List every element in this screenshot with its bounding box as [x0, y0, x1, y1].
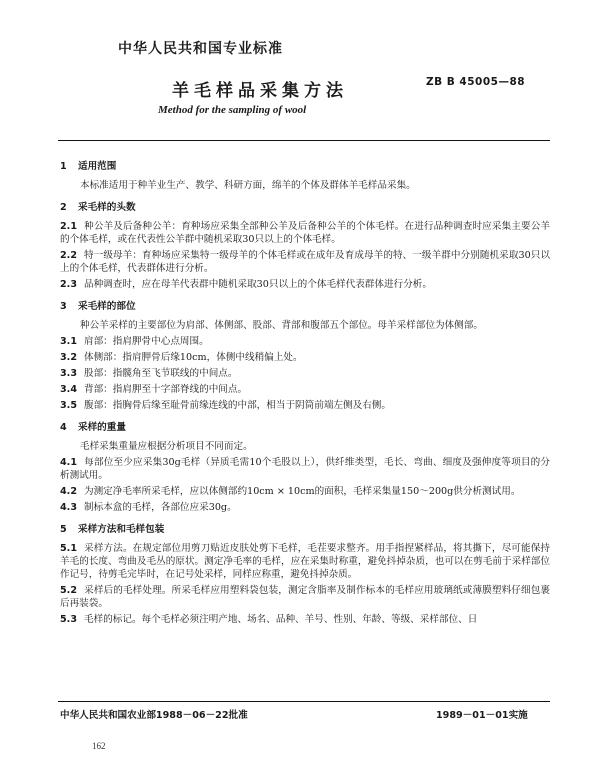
clause-paragraph — [60, 383, 550, 396]
clause-paragraph — [60, 501, 550, 514]
body-paragraph: 毛样采集重量应根据分析项目不同而定。 — [80, 441, 253, 452]
section-heading — [60, 201, 550, 214]
top-rule — [58, 140, 550, 141]
clause-number: 3.3 — [60, 368, 77, 379]
standard-number: ZB B 45005—88 — [426, 76, 526, 88]
clause-number: 2.3 — [60, 279, 77, 290]
section-2 — [60, 201, 550, 291]
clause-number: 3.1 — [60, 336, 77, 347]
clause-text: 为测定净毛率所采毛样，应以体侧部约10cm × 10cm的面积，毛样采集量150～200g供分析测试用。 — [84, 486, 521, 497]
section-1 — [60, 160, 550, 192]
clause-number: 2.2 — [60, 250, 77, 261]
clause-number: 4.1 — [60, 457, 77, 468]
clause-text: 背部：指肩胛至十字部脊线的中间点。 — [84, 384, 248, 395]
section-3 — [60, 300, 550, 412]
clause-paragraph — [60, 351, 550, 364]
clause-paragraph — [60, 485, 550, 498]
section-heading — [60, 523, 550, 536]
clause-paragraph — [60, 399, 550, 412]
body-paragraph: 本标准适用于种羊业生产、教学、科研方面，绵羊的个体及群体羊毛样品采集。 — [80, 180, 416, 191]
section-heading — [60, 160, 550, 173]
clause-paragraph — [60, 584, 550, 610]
clause-text: 种公羊及后备种公羊：育种场应采集全部种公羊及后备种公羊的个体毛样。在进行品种调查时应采集主要公羊的个体毛样，或在代表性公羊群中随机采取30只以上的个体毛样。 — [60, 221, 550, 245]
clause-paragraph — [60, 367, 550, 380]
bottom-rule — [58, 701, 550, 702]
clause-paragraph — [60, 249, 550, 275]
clause-paragraph — [60, 542, 550, 581]
section-title: 适用范围 — [78, 161, 117, 172]
clause-text: 品种调查时，应在母羊代表群中随机采取30只以上的个体毛样代表群体进行分析。 — [84, 279, 432, 290]
clause-text: 腹部：指胸骨后缘至耻骨前缘连线的中部，相当于阴筒前端左侧及右侧。 — [84, 400, 391, 411]
document-header: 中华人民共和国专业标准 — [118, 41, 283, 57]
clause-number: 3.2 — [60, 352, 77, 363]
clause-text: 股部：指髋角至飞节联线的中间点。 — [84, 368, 238, 379]
approval-line: 中华人民共和国农业部1988－06－22批准 — [60, 710, 248, 721]
clause-number: 4.3 — [60, 502, 77, 513]
clause-paragraph — [60, 613, 550, 626]
clause-number: 3.5 — [60, 400, 77, 411]
clause-paragraph — [60, 456, 550, 482]
section-4 — [60, 421, 550, 514]
section-number: 1 — [60, 161, 67, 172]
body-paragraph: 种公羊采样的主要部位为肩部、体侧部、股部、背部和腹部五个部位。母羊采样部位为体侧部。 — [80, 320, 483, 331]
page-number: 162 — [92, 741, 106, 751]
clause-number: 5.2 — [60, 585, 77, 596]
clause-text: 体侧部：指肩胛骨后缘10cm，体侧中线稍偏上处。 — [84, 352, 303, 363]
clause-text: 采样后的毛样处理。所采毛样应用塑料袋包装，测定含脂率及制作标本的毛样应用玻璃纸或薄膜塑料仔细包裹后再装袋。 — [60, 585, 550, 609]
clause-paragraph — [60, 278, 550, 291]
clause-number: 5.3 — [60, 614, 77, 625]
clause-number: 3.4 — [60, 384, 77, 395]
section-number: 2 — [60, 202, 67, 213]
implementation-date: 1989－01－01实施 — [436, 710, 528, 721]
clause-number: 4.2 — [60, 486, 77, 497]
section-title: 采毛样的头数 — [78, 202, 136, 213]
section-title: 采样方法和毛样包装 — [78, 524, 165, 535]
section-number: 5 — [60, 524, 67, 535]
document-title: 羊毛样品采集方法 — [172, 81, 348, 101]
section-number: 4 — [60, 422, 67, 433]
clause-text: 采样方法。在规定部位用剪刀贴近皮肤处剪下毛样，毛茬要求整齐。用手指捏紧样品，将其撕下，尽可能保持羊毛的长度、弯曲及毛丛的原状。测定净毛率的毛样，应在采集时称重，避免抖掉杂质，也可以在剪毛前于采样部位作记号，待剪毛完毕时，在记号处采样，同样应称重，避免抖掉杂质。 — [60, 543, 550, 580]
clause-paragraph — [60, 335, 550, 348]
clause-text: 制标本盒的毛样，各部位应采30g。 — [84, 502, 237, 513]
section-number: 3 — [60, 301, 67, 312]
section-title: 采毛样的部位 — [78, 301, 136, 312]
document-body — [60, 160, 550, 635]
clause-number: 2.1 — [60, 221, 77, 232]
clause-paragraph — [60, 220, 550, 246]
section-heading — [60, 421, 550, 434]
clause-text: 特一级母羊：育种场应采集特一级母羊的个体毛样或在成年及育成母羊的特、一级羊群中分别随机采取30只以上的个体毛样，代表群体进行分析。 — [60, 250, 550, 274]
section-5 — [60, 523, 550, 626]
clause-text: 每部位至少应采集30g毛样（异质毛需10个毛股以上），供纤维类型，毛长、弯曲、细度及强伸度等项目的分析测试用。 — [60, 457, 550, 481]
clause-text: 毛样的标记。每个毛样必须注明产地、场名、品种、羊号、性别、年龄、等级、采样部位、日 — [84, 614, 478, 625]
section-title: 采样的重量 — [78, 422, 126, 433]
english-subtitle: Method for the sampling of wool — [158, 104, 307, 116]
clause-text: 肩部：指肩胛骨中心点周围。 — [84, 336, 209, 347]
section-heading — [60, 300, 550, 313]
clause-number: 5.1 — [60, 543, 77, 554]
